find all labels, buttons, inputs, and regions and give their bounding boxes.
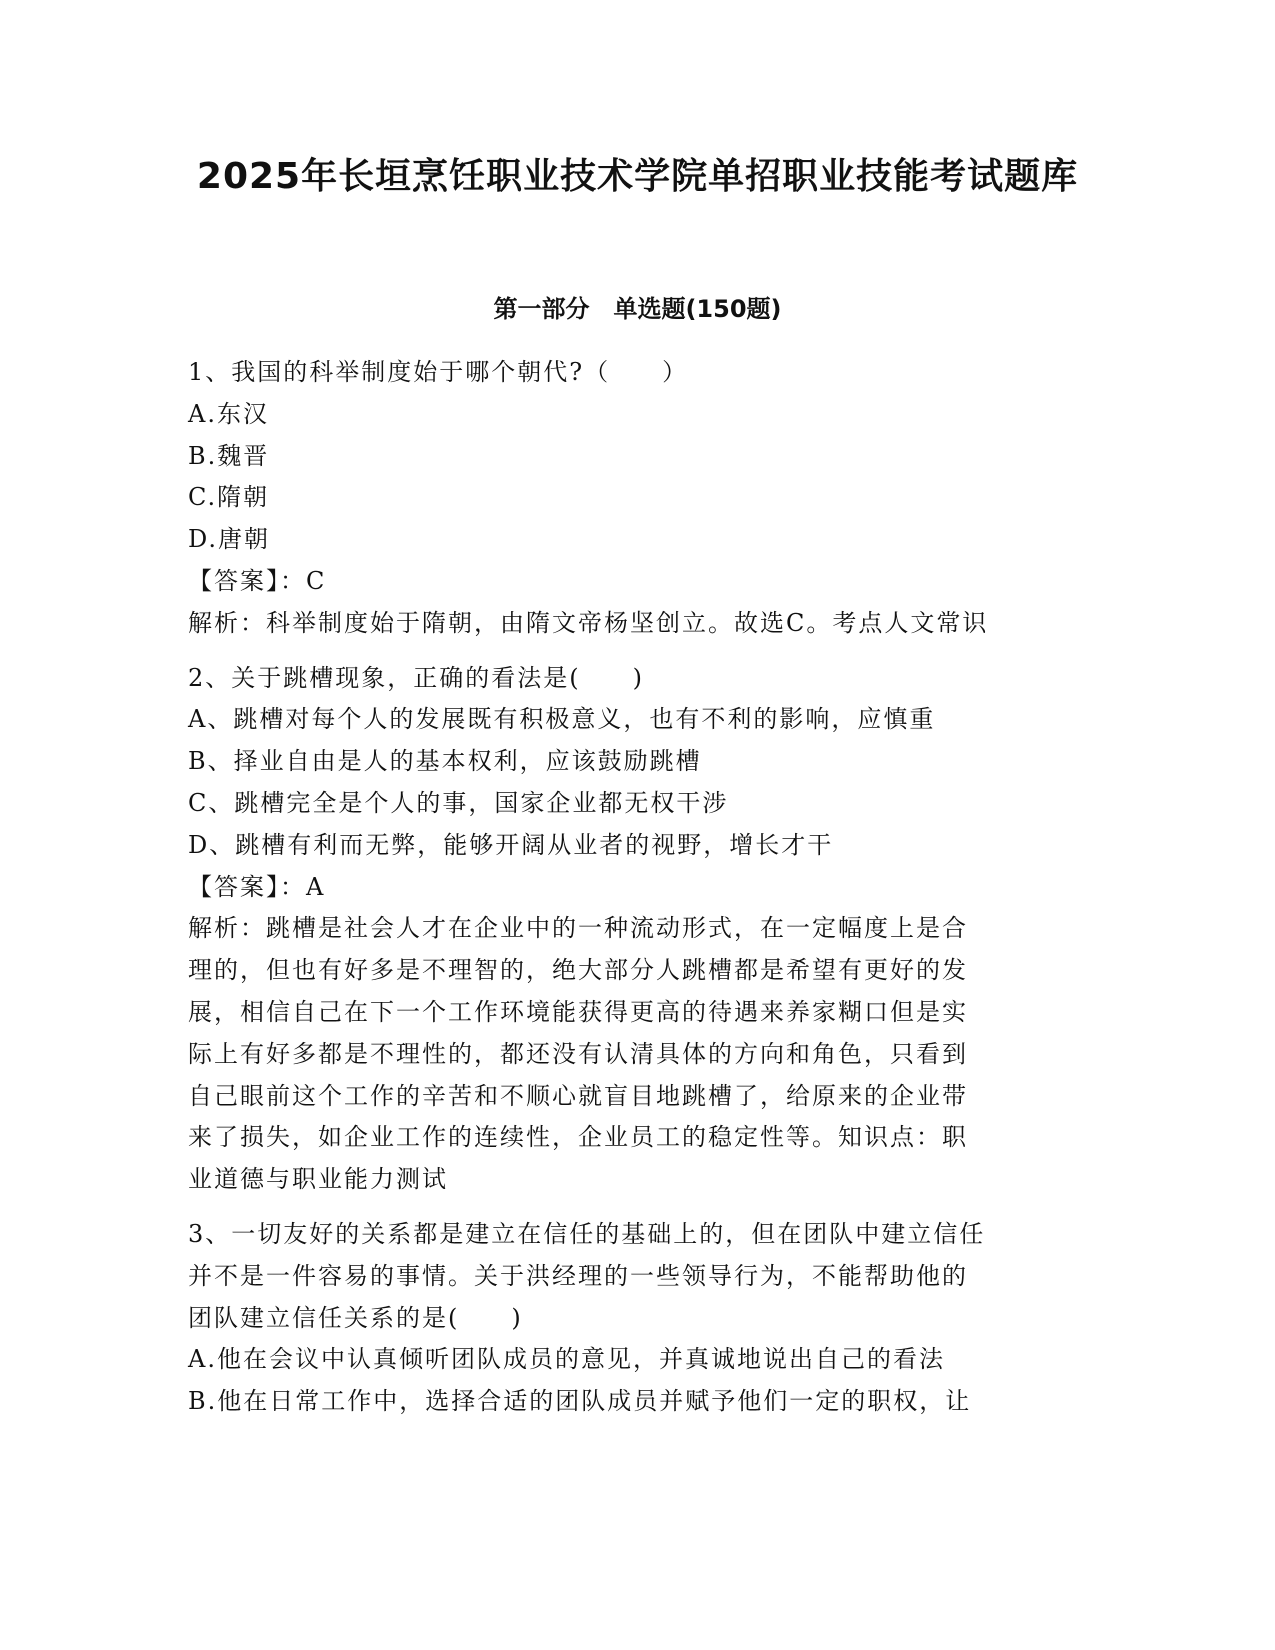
analysis-line: 际上有好多都是不理性的，都还没有认清具体的方向和角色，只看到: [188, 1039, 968, 1068]
question-list: [188, 352, 1093, 1436]
option-a: A、跳槽对每个人的发展既有积极意义，也有不利的影响，应慎重: [188, 705, 936, 734]
option-b: B、择业自由是人的基本权利，应该鼓励跳槽: [188, 747, 702, 776]
question-stem: 3、一切友好的关系都是建立在信任的基础上的，但在团队中建立信任: [188, 1219, 986, 1248]
option-c: C、跳槽完全是个人的事，国家企业都无权干涉: [188, 788, 729, 817]
analysis-line: 解析：科举制度始于隋朝，由隋文帝杨坚创立。故选C。考点人文常识: [188, 608, 989, 637]
option-a: A.东汉: [188, 399, 269, 428]
question-stem: 1、我国的科举制度始于哪个朝代?（ ）: [188, 358, 689, 386]
question-stem: 团队建立信任关系的是( ): [188, 1303, 523, 1332]
answer: 【答案】：C: [188, 566, 327, 595]
question-1: [188, 352, 1093, 645]
analysis-line: 展，相信自己在下一个工作环境能获得更高的待遇来养家糊口但是实: [188, 997, 968, 1026]
option-d: D.唐朝: [188, 525, 271, 554]
option-b: B.魏晋: [188, 441, 270, 470]
question-2: [188, 658, 1093, 1201]
option-c: C.隋朝: [188, 483, 270, 512]
answer: 【答案】：A: [188, 872, 326, 901]
option-b: B.他在日常工作中，选择合适的团队成员并赋予他们一定的职权，让: [188, 1387, 972, 1416]
page-title: 2025年长垣烹饪职业技术学院单招职业技能考试题库: [196, 156, 1079, 197]
section-title: 第一部分 单选题(150题): [493, 295, 782, 323]
question-3: [188, 1214, 1093, 1423]
option-a: A.他在会议中认真倾听团队成员的意见，并真诚地说出自己的看法: [188, 1345, 945, 1374]
analysis-line: 理的，但也有好多是不理智的，绝大部分人跳槽都是希望有更好的发: [188, 956, 968, 985]
question-stem: 2、关于跳槽现象，正确的看法是( ): [188, 663, 644, 692]
question-stem: 并不是一件容易的事情。关于洪经理的一些领导行为，不能帮助他的: [188, 1261, 968, 1290]
option-d: D、跳槽有利而无弊，能够开阔从业者的视野，增长才干: [188, 830, 834, 859]
analysis-line: 自己眼前这个工作的辛苦和不顺心就盲目地跳槽了，给原来的企业带: [188, 1081, 968, 1110]
analysis-line: 来了损失，如企业工作的连续性，企业员工的稳定性等。知识点：职: [188, 1123, 968, 1152]
analysis-line: 业道德与职业能力测试: [188, 1165, 448, 1194]
analysis-line: 解析：跳槽是社会人才在企业中的一种流动形式，在一定幅度上是合: [188, 914, 968, 943]
